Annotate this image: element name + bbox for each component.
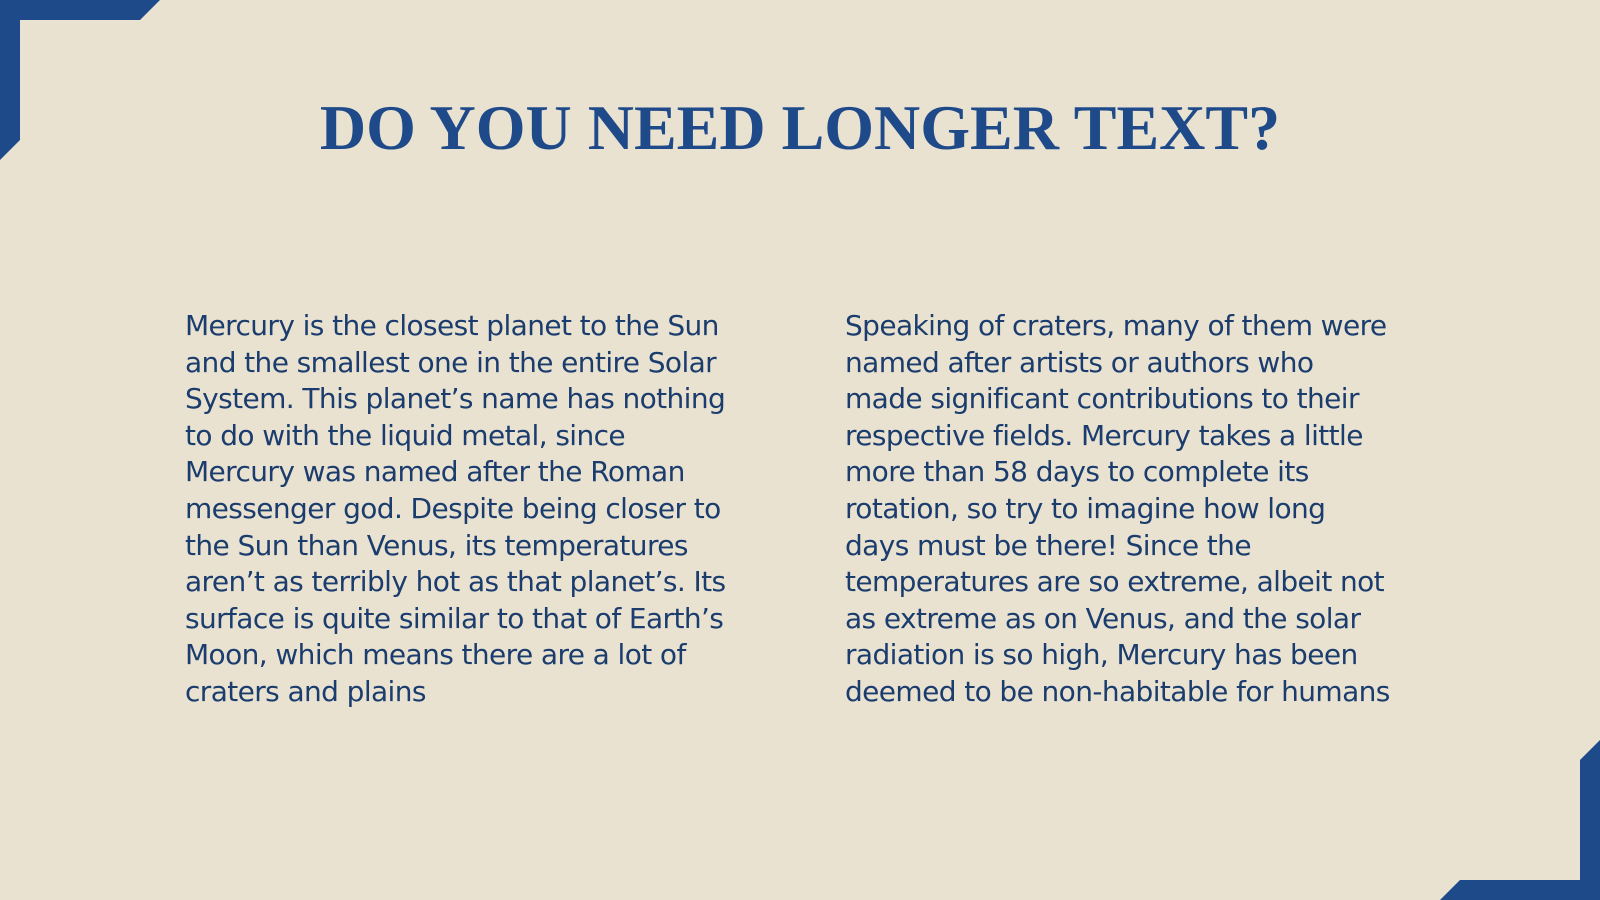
slide-title: DO YOU NEED LONGER TEXT? <box>319 92 1281 163</box>
right-text-column: Speaking of craters, many of them were named after artists or authors who made significant contributions to their respective fields. Mercury takes a little more than 58 days to complete its rotation, so try to imagine how long days must be there! Since the temperatures are so extreme, albeit not as extreme as on Venus, and the solar radiation is so high, Mercury has been deemed to be non-habitable for humans <box>845 309 1390 708</box>
left-text-column: Mercury is the closest planet to the Sun and the smallest one in the entire Solar System. This planet’s name has nothing to do with the liquid metal, since Mercury was named after the Roman messenger god. Despite being closer to the Sun than Venus, its temperatures aren’t as terribly hot as that planet’s. Its surface is quite similar to that of Earth’s Moon, which means there are a lot of craters and plains <box>185 309 726 708</box>
corner-decoration-bottom-right <box>1440 740 1600 900</box>
